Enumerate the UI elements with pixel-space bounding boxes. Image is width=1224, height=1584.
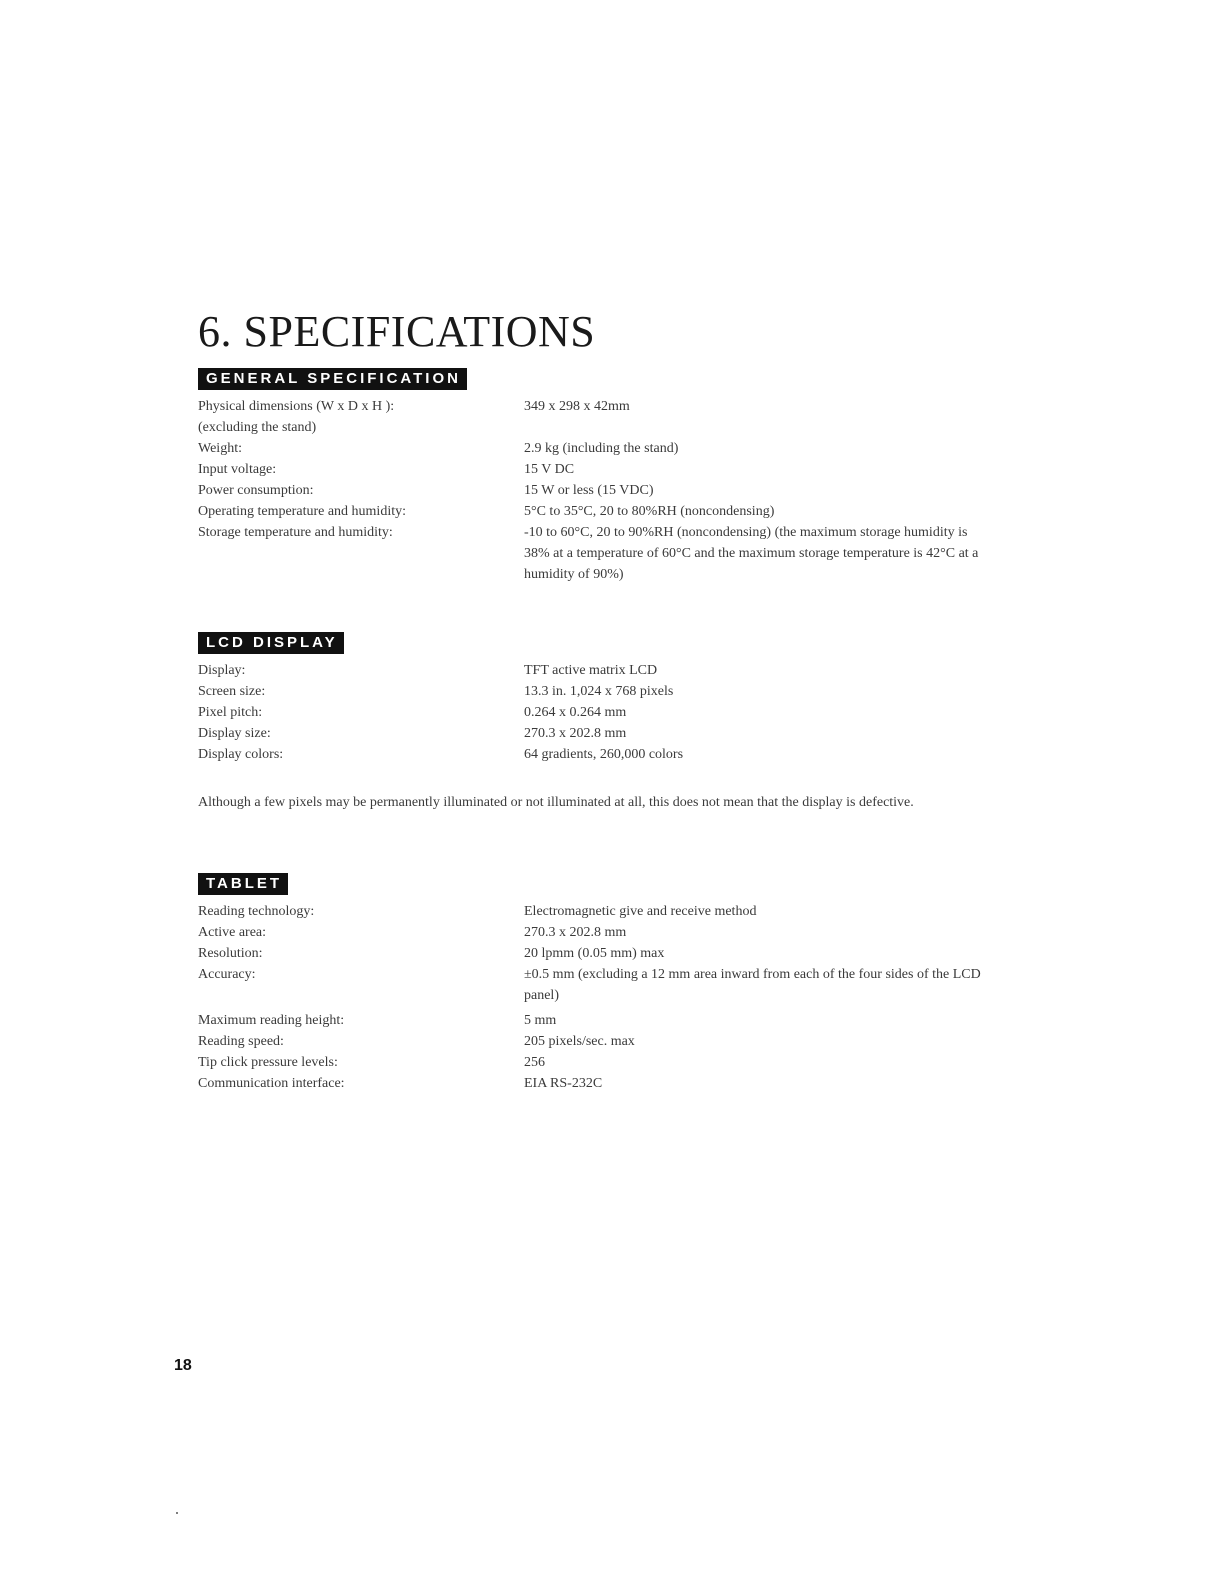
spec-value: 2.9 kg (including the stand)	[524, 441, 679, 456]
section-heading: TABLET	[198, 873, 288, 895]
spec-label: Tip click pressure levels:	[198, 1055, 338, 1070]
spec-label: Accuracy:	[198, 967, 256, 982]
spec-value: TFT active matrix LCD	[524, 663, 658, 678]
spec-row	[198, 681, 988, 702]
spec-table	[198, 901, 988, 1094]
spec-label: Display size:	[198, 726, 271, 741]
spec-value: 270.3 x 202.8 mm	[524, 925, 627, 940]
spec-row	[198, 964, 988, 1006]
spec-table	[198, 396, 988, 585]
section-heading: GENERAL SPECIFICATION	[198, 368, 467, 390]
spec-row	[198, 702, 988, 723]
spec-row	[198, 1052, 988, 1073]
spec-row	[198, 522, 988, 585]
page-number: 18	[174, 1357, 192, 1374]
spec-row	[198, 480, 988, 501]
spec-row	[198, 901, 988, 922]
spec-value: EIA RS-232C	[524, 1076, 603, 1091]
spec-row	[198, 1073, 988, 1094]
spec-label: Storage temperature and humidity:	[198, 525, 393, 540]
spec-value: 15 V DC	[524, 462, 575, 477]
spec-value: 15 W or less (15 VDC)	[524, 483, 654, 498]
spec-value: 64 gradients, 260,000 colors	[524, 747, 684, 762]
spec-value: 0.264 x 0.264 mm	[524, 705, 627, 720]
spec-label: Resolution:	[198, 946, 263, 961]
spec-value	[524, 417, 988, 438]
spec-label: Weight:	[198, 441, 242, 456]
spec-label: Reading technology:	[198, 904, 315, 919]
spec-value: 256	[524, 1055, 545, 1070]
spec-label: Pixel pitch:	[198, 705, 263, 720]
spec-value: Electromagnetic give and receive method	[524, 904, 757, 919]
spec-row	[198, 501, 988, 522]
spec-label: Communication interface:	[198, 1076, 345, 1091]
spec-label: Reading speed:	[198, 1034, 284, 1049]
spec-value: 20 lpmm (0.05 mm) max	[524, 946, 665, 961]
spec-label: Operating temperature and humidity:	[198, 504, 406, 519]
spec-row	[198, 396, 988, 417]
spec-row	[198, 459, 988, 480]
spec-row	[198, 1031, 988, 1052]
spec-row	[198, 438, 988, 459]
spec-row	[198, 922, 988, 943]
spec-table	[198, 660, 988, 765]
spec-value: 349 x 298 x 42mm	[524, 399, 630, 414]
spec-label: Screen size:	[198, 684, 266, 699]
spec-label: Display:	[198, 663, 246, 678]
spec-label: Maximum reading height:	[198, 1013, 345, 1028]
tablet-section	[198, 873, 988, 1094]
spec-value: -10 to 60°C, 20 to 90%RH (noncondensing) (the maximum storage humidity is 38% at a temperature of 60°C and the maximum storage temperature is 42°C at a humidity of 90%)	[524, 525, 979, 582]
spec-label: Display colors:	[198, 747, 284, 762]
spec-label: (excluding the stand)	[198, 420, 317, 435]
spec-label: Power consumption:	[198, 483, 314, 498]
section-heading: LCD DISPLAY	[198, 632, 344, 654]
spec-value: 13.3 in. 1,024 x 768 pixels	[524, 684, 674, 699]
lcd-display-section	[198, 632, 988, 765]
spec-label: Active area:	[198, 925, 267, 940]
spec-value: 270.3 x 202.8 mm	[524, 726, 627, 741]
spec-row	[198, 943, 988, 964]
scan-speck	[176, 1512, 178, 1514]
spec-row	[198, 660, 988, 681]
spec-label: Physical dimensions (W x D x H ):	[198, 399, 395, 414]
spec-value: ±0.5 mm (excluding a 12 mm area inward from each of the four sides of the LCD panel)	[524, 967, 981, 1003]
spec-value: 205 pixels/sec. max	[524, 1034, 635, 1049]
lcd-note: Although a few pixels may be permanently illuminated or not illuminated at all, this does not mean that the display is defective.	[198, 795, 914, 810]
page-title: 6. SPECIFICATIONS	[198, 307, 596, 356]
spec-value: 5 mm	[524, 1013, 557, 1028]
spec-row	[198, 723, 988, 744]
spec-label: Input voltage:	[198, 462, 277, 477]
general-specification-section	[198, 368, 988, 585]
spec-value: 5°C to 35°C, 20 to 80%RH (noncondensing)	[524, 504, 775, 519]
spec-row	[198, 417, 988, 438]
spec-row	[198, 744, 988, 765]
spec-row	[198, 1010, 988, 1031]
